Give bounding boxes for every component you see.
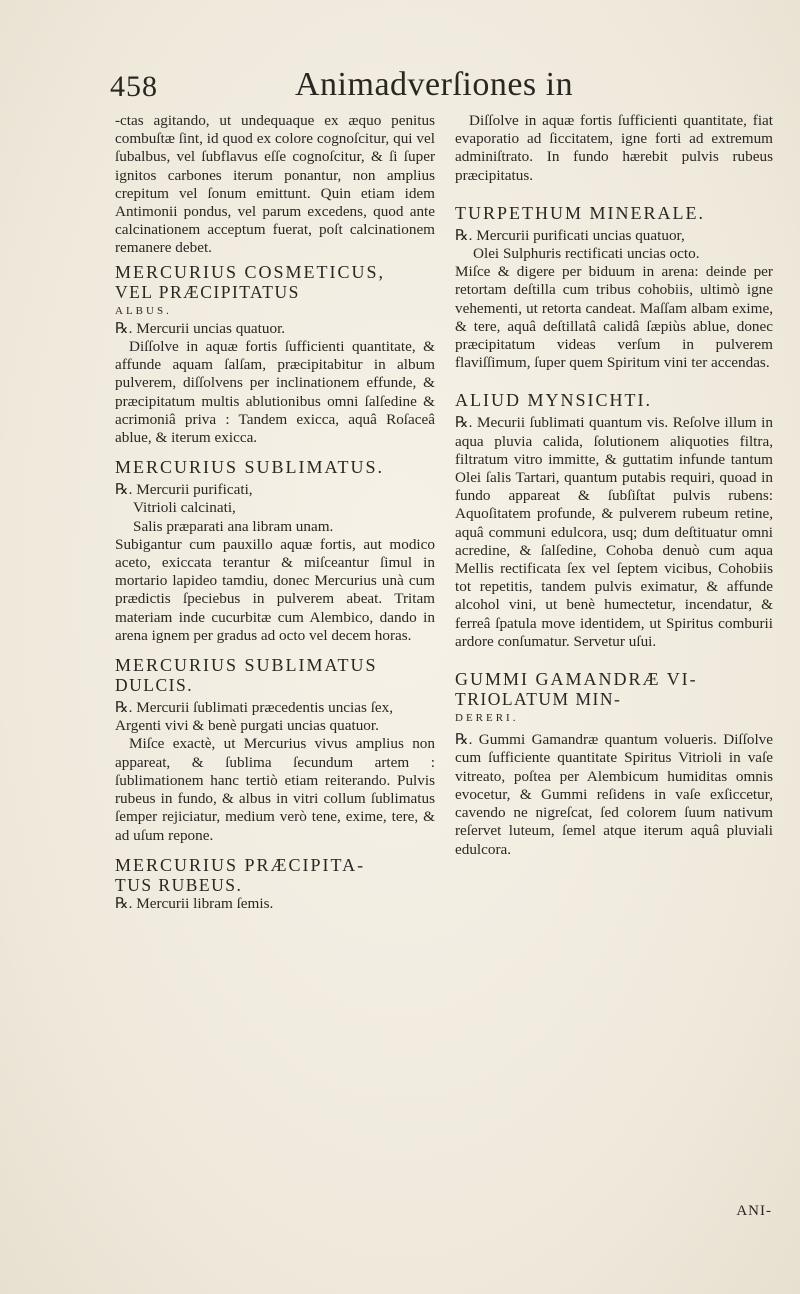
recipe-line: Salis præparati ana libram unam. — [133, 517, 334, 535]
section-heading: MERCURIUS PRÆCIPITA- — [115, 854, 366, 875]
section-heading: GUMMI GAMANDRÆ VI- — [455, 669, 698, 690]
left-column — [115, 112, 435, 913]
recipe-line: ℞. Mercurii uncias quatuor. — [115, 319, 286, 337]
paragraph: ℞. Mecurii ſublimati quantum vis. Reſolve illum in aqua pluvia calida, ſolutionem aliquoties filtra, filtratum vitro immitte, & guttatim infunde tantum Olei ſalis Tartari, quantum putabis requiri, quoad in fundo appareat & ſubſiſtat pulvis rubens: Aquoſitatem profunde, & pulverem rubeum retine, aquâ communi edulcora, usq; dum deſtituatur omni acredine, & ſalſedine, Cohoba denuò cum aqua Mellis rectificata ſex vel ſeptem vicibus, Cohobiis tot repetitis, tandem pulvis eximatur, & affunde alcohol vini, ut benè humectetur, incendatur, & ferreâ ſpatula move identidem, ut Spiritus comburii ardore conſumatur. Servetur uſui. — [455, 414, 773, 650]
paragraph: Miſce & digere per biduum in arena: deinde per retortam deſtilla cum tribus cohobiis, ultimò igne vehementi, ut retorta candeat. Maſſam albam exime, & tere, aquâ deſtillatâ calidâ ſæpiùs ablue, donec præcipitatum videas verſum in pulverem flaviſſimum, ſuper quem Spiritum vini ter accendas. — [455, 263, 773, 372]
section-heading: ALIUD MYNSICHTI. — [455, 390, 652, 411]
recipe-line: Vitrioli calcinati, — [133, 499, 236, 517]
paragraph: ℞. Gummi Gamandræ quantum volueris. Diſſolve cum ſufficiente quantitate Spiritus Vitrioli in vaſe vitreato, poſtea per Alembicum humiditas omnis evocetur, & Gummi reſidens in vaſe exſiccetur, cavendo ne nigreſcat, ſed colorem ſuum nativum reſervet luteum, ſemel atque iterum aquâ pluviali edulcora. — [455, 731, 773, 858]
running-title: Animadverſiones in — [295, 66, 574, 103]
section-subheading: ALBUS. — [115, 304, 172, 317]
recipe-line: ℞. Mercurii ſublimati præcedentis uncias ſex, — [115, 699, 394, 717]
section-heading: TURPETHUM MINERALE. — [455, 202, 705, 223]
paragraph: Diſſolve in aquæ fortis ſufficienti quantitate, fiat evaporatio ad ſiccitatem, igne forti ad extremum adminiſtrato. In fundo hærebit pulvis rubeus præcipitatus. — [455, 112, 773, 184]
section-heading: MERCURIUS SUBLIMATUS — [115, 655, 378, 676]
section-heading: MERCURIUS COSMETICUS, — [115, 261, 386, 282]
catchword: ANI- — [736, 1203, 772, 1219]
section-heading: DULCIS. — [115, 675, 194, 696]
page-header — [100, 66, 740, 114]
section-heading: TUS RUBEUS. — [115, 874, 243, 895]
paragraph: -ctas agitando, ut undequaque ex æquo penitus combuſtæ ſint, id quod ex colore cognoſcitur, qui vel ſubalbus, vel ſubflavus eſſe cognoſcitur, & ſi ſuper ignitos carbones iterum ponantur, non amplius crepitum vel ſonum emittunt. Quin etiam idem Antimonii pondus, vel parum excedens, quod ante calcinationem acceptum fuerat, poſt calcinationem remanere debet. — [115, 112, 435, 257]
section-heading: VEL PRÆCIPITATUS — [115, 281, 300, 302]
section-subheading: DERERI. — [455, 712, 519, 725]
recipe-line: Argenti vivi & benè purgati uncias quatuor. — [115, 717, 379, 735]
section-heading: MERCURIUS SUBLIMATUS. — [115, 457, 385, 478]
section-heading: TRIOLATUM MIN- — [455, 689, 622, 710]
page-number: 458 — [110, 70, 158, 103]
right-column — [455, 112, 773, 859]
recipe-line: ℞. Mercurii purificati, — [115, 481, 253, 499]
recipe-line: ℞. Mercurii purificati uncias quatuor, — [455, 226, 685, 244]
paragraph: Miſce exactè, ut Mercurius vivus amplius non appareat, & ſublima ſecundum artem : ſublimationem hanc tertiò etiam reiterando. Pulvis rubeus in fundo, & albus in vitri collum ſublimatus ſemper rejiciatur, medium verò tene, exime, tere, & ad uſum repone. — [115, 735, 435, 844]
recipe-line: ℞. Mercurii libram ſemis. — [115, 894, 274, 912]
paragraph: Diſſolve in aquæ fortis ſufficienti quantitate, & affunde aquam ſalſam, præcipitabitur in album pulverem, diſſolvens per inclinationem effunde, & præcipitatum multis ablutionibus omni ſalſedine & acrimoniâ priva : Tandem exicca, aquâ Roſaceâ ablue, & iterum exicca. — [115, 338, 435, 447]
paragraph: Subigantur cum pauxillo aquæ fortis, aut modico aceto, exiccata terantur & miſceantur ſimul in mortario lapideo tamdiu, donec Mercurius unà cum prædictis ſpeciebus in pulverem abeat. Tritam materiam inde cucurbitæ cum Alembico, dando in arena ignem per gradus ad octo vel decem horas. — [115, 535, 435, 644]
recipe-line: Olei Sulphuris rectificati uncias octo. — [473, 245, 700, 263]
